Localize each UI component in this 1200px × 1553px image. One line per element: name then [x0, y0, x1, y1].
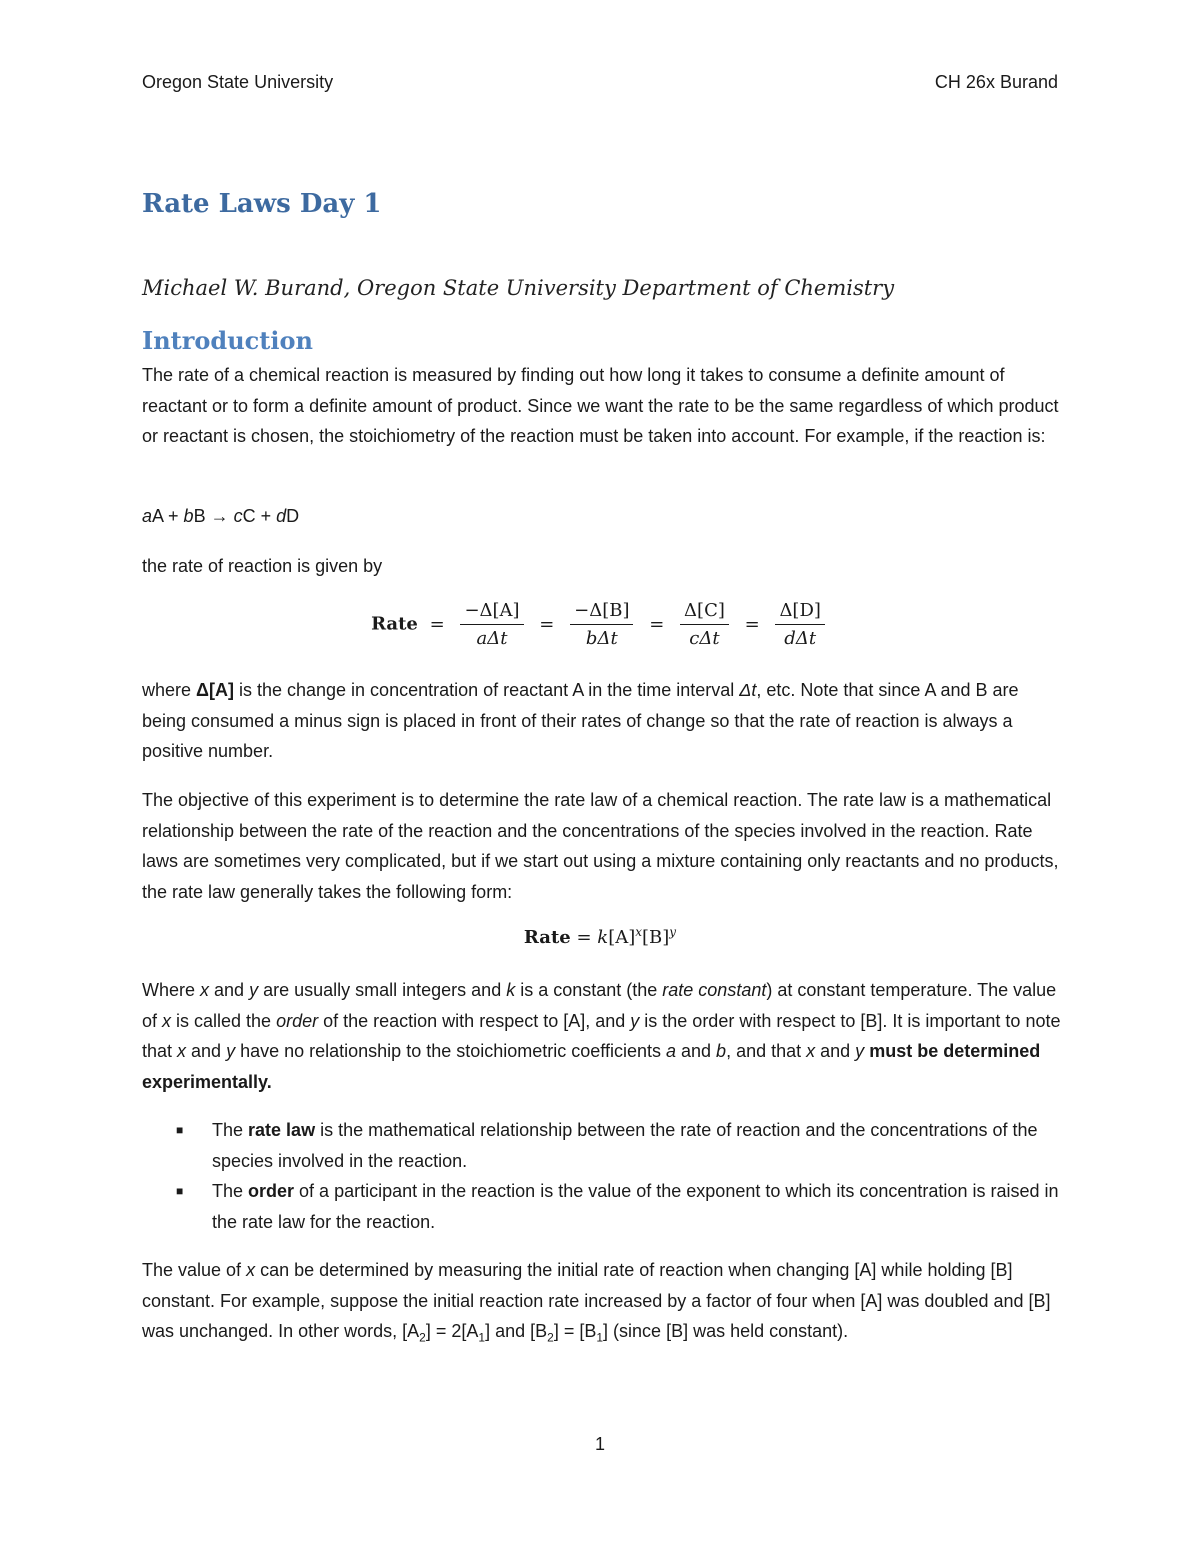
rate-law-equation: Rate = $k[A]^x[B]^y$ [523, 925, 677, 948]
final-paragraph: The value of x can be determined by measuring the initial rate of reaction when changing [A] while holding [B] constant. For example, suppose the initial reaction rate increased by a factor of four when [A] was doubled and [B] was unchanged. In other words, $[A_2] = 2[A_1]$ and $[B_2] = [B_1]$ (since [B] was held constant). [142, 1260, 1051, 1345]
fraction-c [680, 600, 729, 649]
fraction-d-num: Δ[D] [775, 600, 824, 625]
list-item: ■ The order of a participant in the reaction is the value of the exponent to which its concentration is raised in the rate law for the reaction. [176, 1176, 1062, 1237]
definition-list [176, 1115, 1062, 1237]
coef-a: a [142, 506, 153, 526]
page-number: 1 [594, 1434, 605, 1454]
fraction-a-num: −Δ[A] [460, 600, 523, 625]
fraction-d [775, 600, 824, 649]
coef-b: b [183, 506, 194, 526]
species-d: D [286, 506, 300, 526]
where-xy-paragraph: Where x and y are usually small integers and k is a constant (the rate constant) at constant temperature. The value of x is called the order of the reaction with respect to [A], and y is the order with respect to [B]. It is important to note that x and y have no relationship to the stoichiometric coefficients a and b, and that x and y must be determined experimentally. [142, 980, 1061, 1092]
bullet-icon: ■ [176, 1184, 184, 1198]
coef-c: c [233, 506, 243, 526]
fraction-c-den: cΔt [689, 628, 720, 649]
rate-equation [0, 600, 1200, 649]
fraction-d-den: dΔt [784, 628, 817, 649]
coef-d: d [276, 506, 287, 526]
author-line: Michael W. Burand, Oregon State University Department of Chemistry [142, 276, 895, 300]
document-title: Rate Laws Day 1 [142, 189, 382, 219]
rate-label: Rate [371, 613, 418, 635]
section-heading: Introduction [142, 326, 313, 355]
objective-paragraph: The objective of this experiment is to determine the rate law of a chemical reaction. The rate law is a mathematical relationship between the rate of the reaction and the concentrations of the species involved in the reaction. Rate laws are sometimes very complicated, but if we start out using a mixture containing only reactants and no products, the rate law generally takes the following form: [142, 790, 1059, 902]
equals-sign: = [539, 613, 555, 635]
fraction-a-den: aΔt [476, 628, 508, 649]
species-c: C + [242, 506, 277, 526]
species-a: A + [152, 506, 184, 526]
fraction-b-num: −Δ[B] [570, 600, 633, 625]
bullet-icon: ■ [176, 1123, 184, 1137]
rate-intro: the rate of reaction is given by [142, 556, 383, 576]
equals-sign: = [429, 613, 445, 635]
intro-paragraph: The rate of a chemical reaction is measured by finding out how long it takes to consume a definite amount of reactant or to form a definite amount of product. Since we want the rate to be the same regardless of which product or reactant is chosen, the stoichiometry of the reaction must be taken into account. For example, if the reaction is: [142, 365, 1059, 446]
where-paragraph: where Δ[A] is the change in concentration of reactant A in the time interval Δt, etc. Note that since A and B are being consumed a minus sign is placed in front of their rates of change so that the rate of reaction is always a positive number. [142, 680, 1019, 761]
fraction-a [460, 600, 523, 649]
equals-sign: = [744, 613, 760, 635]
fraction-b [570, 600, 633, 649]
header-right: CH 26x Burand [934, 72, 1058, 92]
fraction-c-num: Δ[C] [680, 600, 729, 625]
fraction-b-den: bΔt [585, 628, 618, 649]
species-b: B → [193, 506, 234, 526]
equals-sign: = [649, 613, 665, 635]
list-item: ■ The rate law is the mathematical relationship between the rate of reaction and the concentrations of the species involved in the reaction. [176, 1115, 1062, 1176]
header-left: Oregon State University [142, 72, 334, 92]
reaction-equation [142, 501, 1062, 532]
